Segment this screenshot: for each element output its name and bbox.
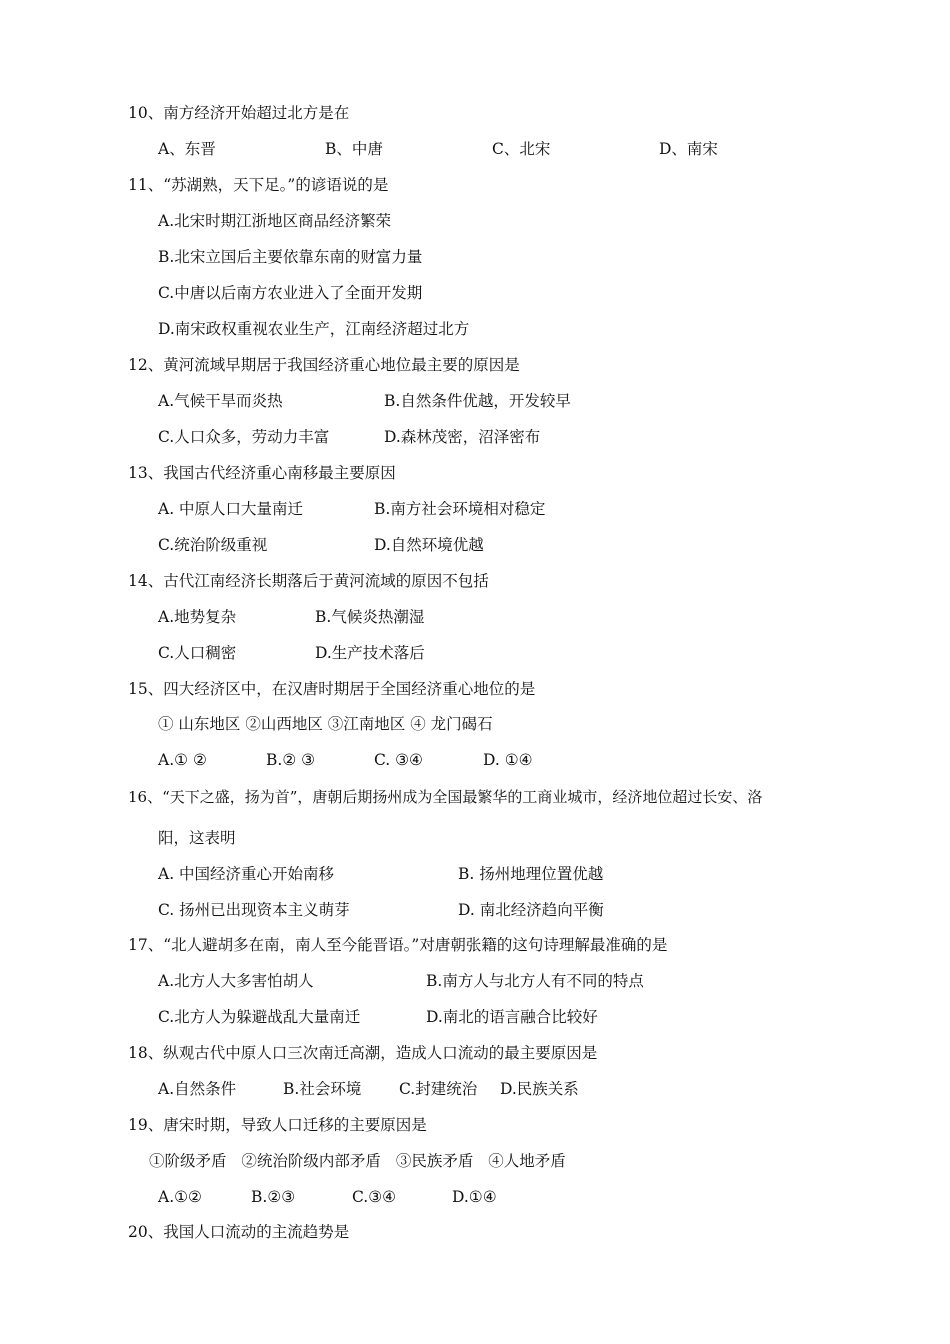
q12-option-b: B.自然条件优越，开发较早 bbox=[384, 392, 571, 410]
question-20-stem: 20、我国人口流动的主流趋势是 bbox=[128, 1223, 350, 1241]
question-16-stem: 16、“天下之盛，扬为首”，唐朝后期扬州成为全国最繁华的工商业城市，经济地位超过长安、洛 bbox=[128, 788, 763, 806]
q19-option-c: C.③④ bbox=[352, 1188, 397, 1206]
q10-option-a: A、东晋 bbox=[158, 140, 216, 158]
question-11-stem: 11、“苏湖熟，天下足。”的谚语说的是 bbox=[128, 176, 389, 194]
q17-option-d: D.南北的语言融合比较好 bbox=[426, 1008, 598, 1026]
q19-option-d: D.①④ bbox=[452, 1188, 497, 1206]
question-13-stem: 13、我国古代经济重心南移最主要原因 bbox=[128, 464, 396, 482]
q18-option-a: A.自然条件 bbox=[158, 1080, 237, 1098]
q16-option-b: B. 扬州地理位置优越 bbox=[458, 865, 604, 883]
q11-option-a: A.北宋时期江浙地区商品经济繁荣 bbox=[158, 212, 392, 230]
q16-option-d: D. 南北经济趋向平衡 bbox=[458, 901, 604, 919]
q14-option-b: B.气候炎热潮湿 bbox=[315, 608, 425, 626]
q18-option-c: C.封建统治 bbox=[399, 1080, 478, 1098]
q12-option-c: C.人口众多，劳动力丰富 bbox=[158, 428, 330, 446]
q17-option-b: B.南方人与北方人有不同的特点 bbox=[426, 972, 644, 990]
question-15-stem: 15、四大经济区中，在汉唐时期居于全国经济重心地位的是 bbox=[128, 680, 536, 698]
q10-option-c: C、北宋 bbox=[492, 140, 551, 158]
q15-option-c: C. ③④ bbox=[374, 751, 423, 769]
q19-option-a: A.①② bbox=[158, 1188, 202, 1206]
q13-option-b: B.南方社会环境相对稳定 bbox=[374, 500, 546, 518]
q15-option-a: A.① ② bbox=[158, 751, 207, 769]
q14-option-d: D.生产技术落后 bbox=[315, 644, 425, 662]
question-18-stem: 18、纵观古代中原人口三次南迁高潮，造成人口流动的最主要原因是 bbox=[128, 1044, 598, 1062]
q15-option-d: D. ①④ bbox=[483, 751, 533, 769]
q17-option-c: C.北方人为躲避战乱大量南迁 bbox=[158, 1008, 361, 1026]
q11-option-d: D.南宋政权重视农业生产，江南经济超过北方 bbox=[158, 320, 470, 338]
q11-option-c: C.中唐以后南方农业进入了全面开发期 bbox=[158, 284, 423, 302]
q15-option-b: B.② ③ bbox=[266, 751, 316, 769]
q18-option-b: B.社会环境 bbox=[283, 1080, 362, 1098]
q13-option-d: D.自然环境优越 bbox=[374, 536, 484, 554]
q19-option-b: B.②③ bbox=[251, 1188, 296, 1206]
q18-option-d: D.民族关系 bbox=[500, 1080, 579, 1098]
q16-option-c: C. 扬州已出现资本主义萌芽 bbox=[158, 901, 350, 919]
q10-option-d: D、南宋 bbox=[659, 140, 718, 158]
question-14-stem: 14、古代江南经济长期落后于黄河流域的原因不包括 bbox=[128, 572, 489, 590]
question-12-stem: 12、黄河流域早期居于我国经济重心地位最主要的原因是 bbox=[128, 356, 520, 374]
q10-option-b: B、中唐 bbox=[325, 140, 383, 158]
question-19-stem: 19、唐宋时期，导致人口迁移的主要原因是 bbox=[128, 1116, 427, 1134]
question-17-stem: 17、“北人避胡多在南，南人至今能晋语。”对唐朝张籍的这句诗理解最准确的是 bbox=[128, 936, 668, 954]
q13-option-c: C.统治阶级重视 bbox=[158, 536, 268, 554]
q16-option-a: A. 中国经济重心开始南移 bbox=[158, 865, 335, 883]
q15-choice-list: ① 山东地区 ②山西地区 ③江南地区 ④ 龙门碣石 bbox=[158, 715, 493, 733]
question-16-stem-continued: 阳，这表明 bbox=[158, 829, 236, 847]
q17-option-a: A.北方人大多害怕胡人 bbox=[158, 972, 314, 990]
q14-option-a: A.地势复杂 bbox=[158, 608, 237, 626]
q12-option-a: A.气候干旱而炎热 bbox=[158, 392, 283, 410]
q14-option-c: C.人口稠密 bbox=[158, 644, 237, 662]
q12-option-d: D.森林茂密，沼泽密布 bbox=[384, 428, 541, 446]
question-10-stem: 10、南方经济开始超过北方是在 bbox=[128, 104, 350, 122]
q11-option-b: B.北宋立国后主要依靠东南的财富力量 bbox=[158, 248, 423, 266]
q19-choice-list: ①阶级矛盾 ②统治阶级内部矛盾 ③民族矛盾 ④人地矛盾 bbox=[149, 1152, 566, 1170]
q13-option-a: A. 中原人口大量南迁 bbox=[158, 500, 304, 518]
